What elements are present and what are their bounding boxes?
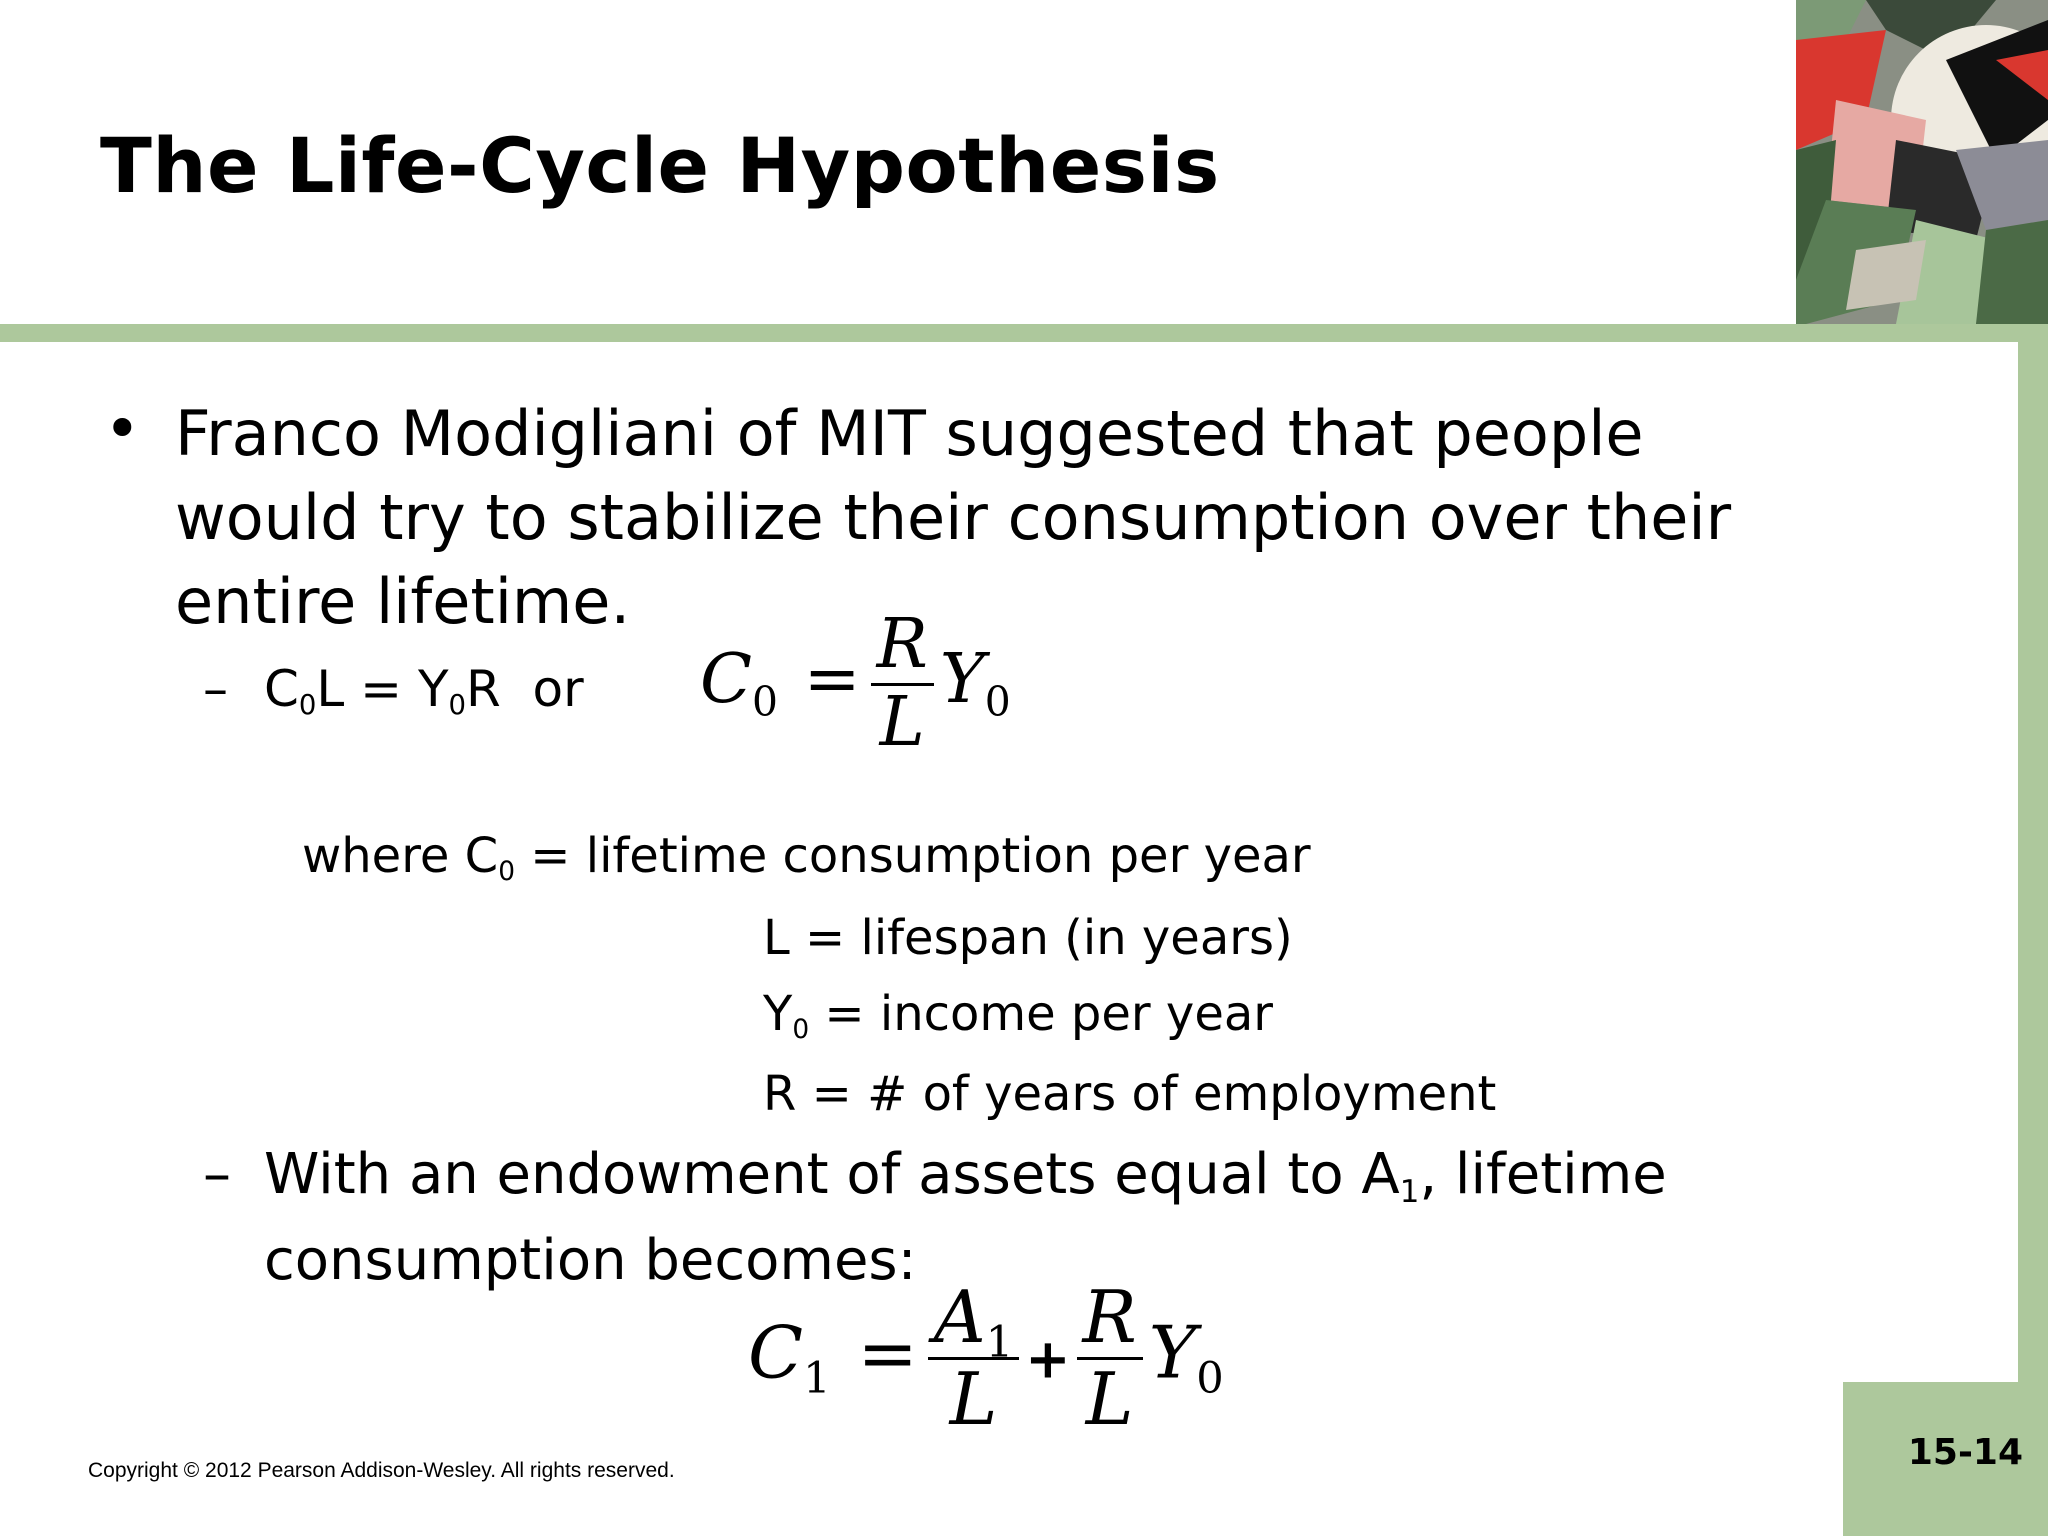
sub2-line1-prefix: With an endowment of assets equal to A [264, 1142, 1400, 1207]
sub2-line1-subscript: 1 [1399, 1174, 1420, 1211]
equation-consumption [700, 605, 1011, 762]
eq1-rhs: Y [939, 639, 985, 719]
eq2-frac2-numerator: R [1077, 1278, 1143, 1360]
definition-employment: R = # of years of employment [763, 1066, 1497, 1122]
def-income-rest: = income per year [809, 986, 1273, 1042]
sub2-line1-rest: , lifetime [1419, 1142, 1667, 1207]
eq2-equals: = [857, 1310, 918, 1395]
sub-bullet-1-text [264, 650, 584, 736]
def-where-subscript: 0 [498, 855, 515, 887]
formula-r-or: R or [466, 660, 584, 718]
eq2-plus: + [1025, 1327, 1071, 1391]
eq2-fraction-2 [1077, 1275, 1143, 1442]
eq2-rhs-subscript: 0 [1196, 1353, 1224, 1404]
eq1-equals: = [803, 639, 861, 719]
slide-title: The Life-Cycle Hypothesis [100, 121, 1220, 210]
sub-bullet-1-dash: – [203, 660, 228, 718]
eq2-lhs: C [748, 1310, 804, 1395]
def-income-prefix: Y [763, 986, 793, 1042]
def-where-rest: = lifetime consumption per year [515, 828, 1311, 884]
formula-c-subscript: 0 [298, 689, 317, 722]
formula-y-subscript: 0 [448, 689, 467, 722]
eq1-lhs-subscript: 0 [752, 678, 778, 727]
bullet-marker: • [104, 392, 141, 465]
eq2-fraction-1 [928, 1275, 1019, 1442]
bullet-text [175, 392, 1731, 644]
formula-l-eq-y: L = Y [316, 660, 449, 718]
header-divider-band [0, 324, 2048, 342]
definition-consumption [302, 828, 1311, 887]
definition-income [763, 986, 1273, 1045]
bullet-line-3: entire lifetime. [175, 565, 631, 638]
eq2-frac1-num-subscript: 1 [985, 1318, 1014, 1369]
eq2-lhs-subscript: 1 [803, 1353, 831, 1404]
sub-bullet-2-line-1 [264, 1136, 1667, 1222]
eq1-lhs: C [700, 639, 753, 719]
sub-bullet-2-line-2: consumption becomes: [264, 1228, 917, 1293]
bullet-line-1: Franco Modigliani of MIT suggested that people [175, 397, 1644, 470]
corner-artwork [1796, 0, 2048, 324]
bullet-line-2: would try to stabilize their consumption over their [175, 481, 1732, 554]
eq1-denominator: L [879, 682, 925, 762]
eq1-fraction [871, 605, 934, 762]
eq2-frac2-denominator: L [1085, 1357, 1134, 1442]
eq2-frac1-denominator: L [949, 1357, 998, 1442]
def-income-subscript: 0 [792, 1013, 810, 1045]
definition-lifespan: L = lifespan (in years) [763, 910, 1293, 966]
equation-endowment-consumption [748, 1275, 1224, 1442]
right-accent-bar [2018, 324, 2048, 1536]
eq2-frac1-numerator [928, 1275, 1019, 1369]
eq2-rhs: Y [1148, 1310, 1197, 1395]
sub-bullet-2-dash: – [203, 1142, 231, 1207]
formula-c: C [264, 660, 299, 718]
def-where-prefix: where C [302, 828, 499, 884]
copyright-notice: Copyright © 2012 Pearson Addison-Wesley. All rights reserved. [88, 1459, 675, 1482]
eq1-rhs-subscript: 0 [984, 678, 1011, 727]
page-number: 15-14 [1907, 1432, 2023, 1473]
eq2-frac1-num-symbol: A [933, 1275, 986, 1359]
eq1-numerator: R [871, 608, 934, 686]
